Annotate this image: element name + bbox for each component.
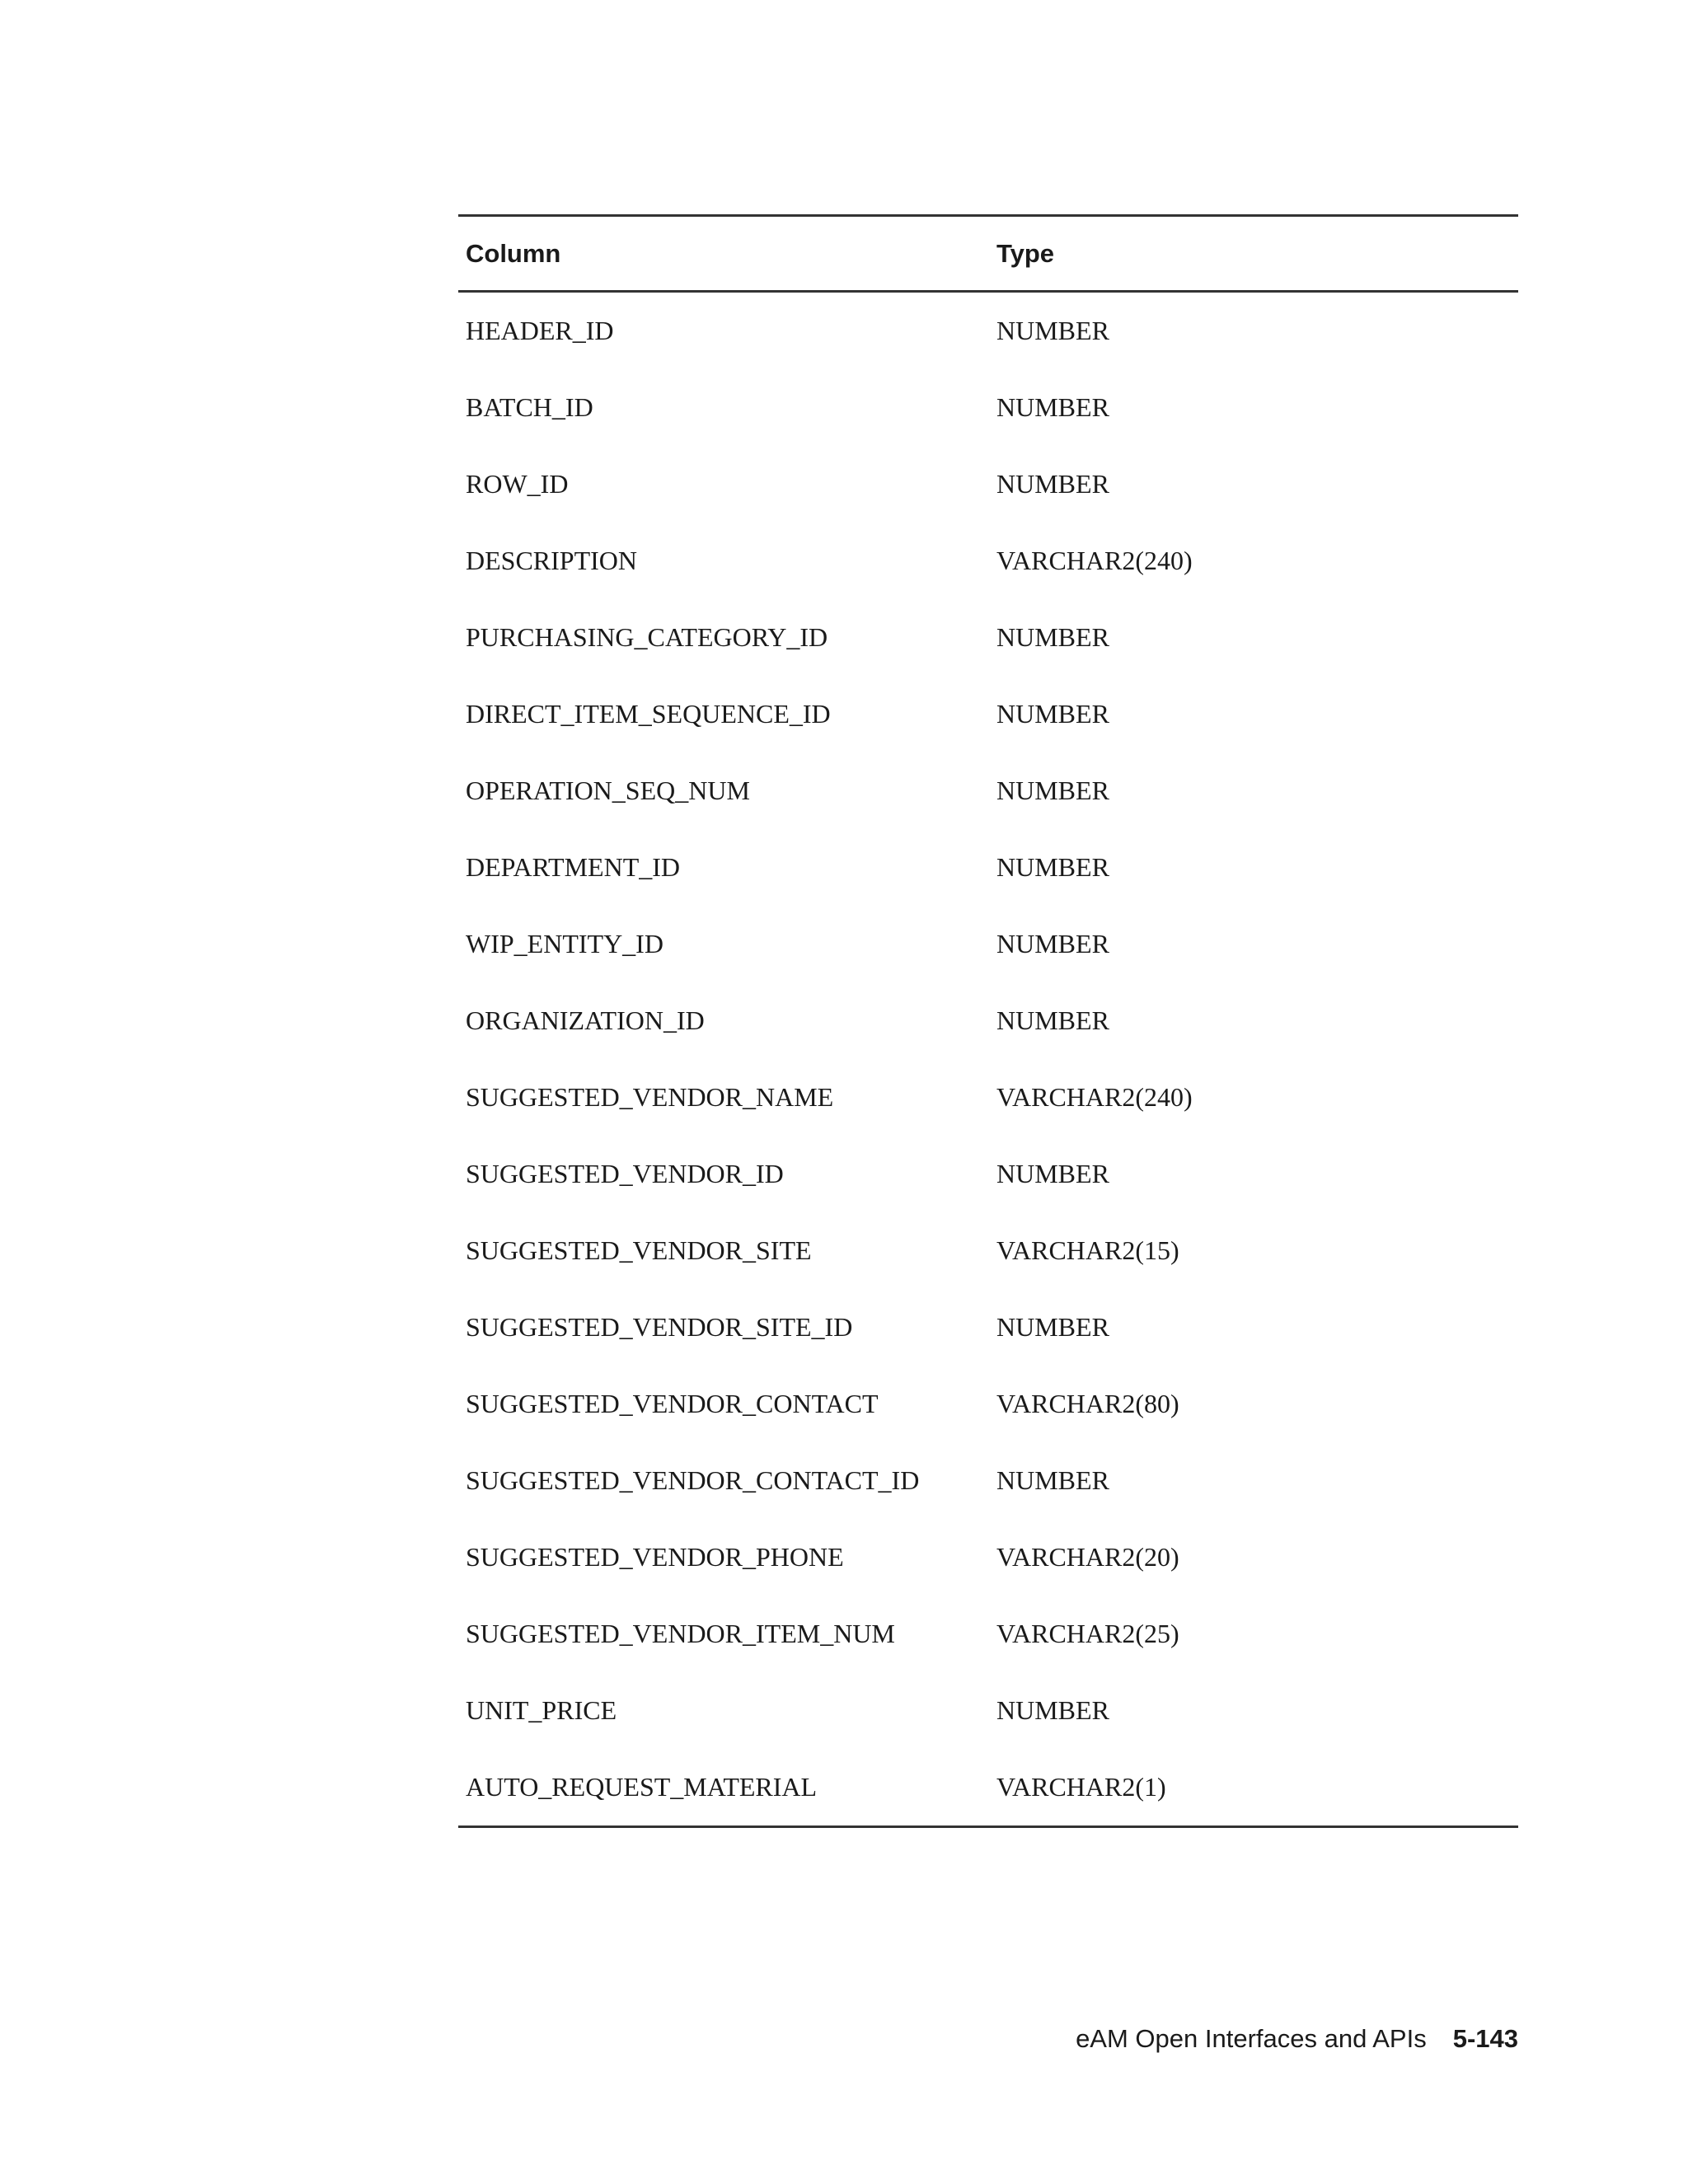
column-name-cell: SUGGESTED_VENDOR_ITEM_NUM [466, 1619, 895, 1648]
column-type-cell: NUMBER [996, 469, 1109, 499]
column-name-cell: BATCH_ID [466, 392, 593, 422]
column-type-cell: NUMBER [996, 776, 1109, 805]
table-body [458, 292, 1518, 1827]
table-header-row [458, 216, 1518, 292]
table-row [458, 829, 1518, 906]
table-row [458, 1289, 1518, 1366]
table-row [458, 599, 1518, 676]
table-row [458, 446, 1518, 523]
column-type-cell: NUMBER [996, 392, 1109, 422]
column-name-cell: DEPARTMENT_ID [466, 852, 681, 882]
column-type-table [458, 214, 1518, 1828]
table-row [458, 1212, 1518, 1289]
table-row [458, 1366, 1518, 1442]
column-name-cell: PURCHASING_CATEGORY_ID [466, 622, 828, 652]
column-name-cell: SUGGESTED_VENDOR_CONTACT [466, 1389, 879, 1418]
column-type-cell: NUMBER [996, 1695, 1109, 1725]
column-name-cell: UNIT_PRICE [466, 1695, 617, 1725]
column-name-cell: SUGGESTED_VENDOR_CONTACT_ID [466, 1465, 920, 1495]
column-type-cell: VARCHAR2(25) [996, 1619, 1179, 1648]
column-type-cell: VARCHAR2(240) [996, 546, 1193, 575]
table-row [458, 523, 1518, 599]
table-row [458, 676, 1518, 752]
column-type-cell: NUMBER [996, 1465, 1109, 1495]
column-type-cell: NUMBER [996, 1159, 1109, 1188]
column-type-cell: VARCHAR2(15) [996, 1235, 1179, 1265]
column-name-cell: SUGGESTED_VENDOR_NAME [466, 1082, 834, 1112]
type-header: Type [996, 238, 1055, 268]
column-name-cell: SUGGESTED_VENDOR_SITE_ID [466, 1312, 853, 1342]
page-footer [1076, 2024, 1518, 2054]
column-name-cell: DESCRIPTION [466, 546, 638, 575]
table-row [458, 752, 1518, 829]
table-row [458, 292, 1518, 370]
table-row [458, 1519, 1518, 1596]
table-header [458, 216, 1518, 292]
table-row [458, 1136, 1518, 1212]
column-type-cell: VARCHAR2(240) [996, 1082, 1193, 1112]
column-name-cell: SUGGESTED_VENDOR_ID [466, 1159, 784, 1188]
column-name-cell: AUTO_REQUEST_MATERIAL [466, 1772, 818, 1802]
column-type-cell: NUMBER [996, 1312, 1109, 1342]
column-type-cell: VARCHAR2(1) [996, 1772, 1166, 1802]
table-row [458, 1672, 1518, 1749]
column-name-cell: HEADER_ID [466, 316, 614, 345]
column-header: Column [466, 238, 561, 268]
column-type-cell: NUMBER [996, 699, 1109, 729]
table-row [458, 1442, 1518, 1519]
column-type-cell: NUMBER [996, 316, 1109, 345]
footer-title: eAM Open Interfaces and APIs [1076, 2024, 1427, 2053]
column-name-cell: ORGANIZATION_ID [466, 1005, 705, 1035]
column-type-table-container [458, 214, 1518, 1828]
column-type-cell: VARCHAR2(80) [996, 1389, 1179, 1418]
table-row [458, 1596, 1518, 1672]
column-type-cell: VARCHAR2(20) [996, 1542, 1179, 1572]
column-type-cell: NUMBER [996, 852, 1109, 882]
table-row [458, 982, 1518, 1059]
column-type-cell: NUMBER [996, 929, 1109, 958]
column-name-cell: SUGGESTED_VENDOR_SITE [466, 1235, 812, 1265]
column-type-cell: NUMBER [996, 622, 1109, 652]
column-name-cell: OPERATION_SEQ_NUM [466, 776, 750, 805]
table-row [458, 1749, 1518, 1827]
table-row [458, 369, 1518, 446]
column-name-cell: SUGGESTED_VENDOR_PHONE [466, 1542, 844, 1572]
column-name-cell: ROW_ID [466, 469, 569, 499]
table-row [458, 1059, 1518, 1136]
table-row [458, 906, 1518, 982]
page-number: 5-143 [1452, 2024, 1518, 2053]
column-name-cell: DIRECT_ITEM_SEQUENCE_ID [466, 699, 831, 729]
column-type-cell: NUMBER [996, 1005, 1109, 1035]
column-name-cell: WIP_ENTITY_ID [466, 929, 663, 958]
